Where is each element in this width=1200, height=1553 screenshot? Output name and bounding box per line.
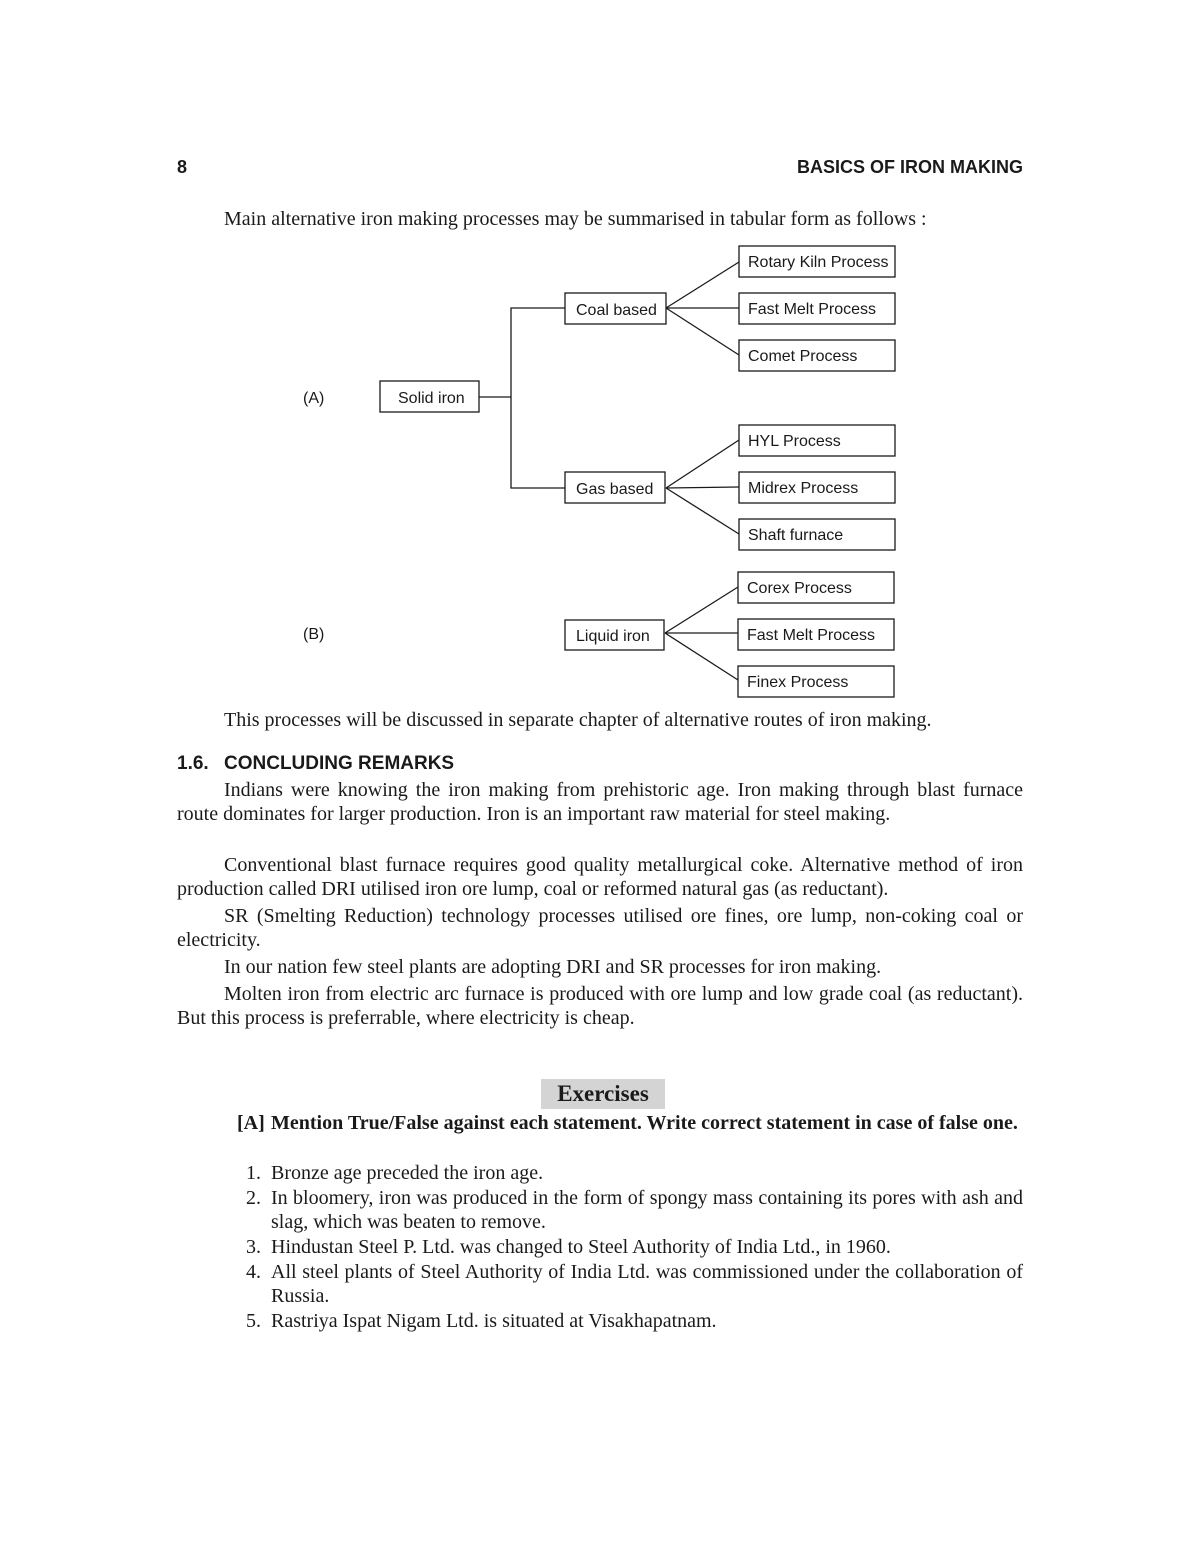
coal-based-box xyxy=(565,293,666,324)
connector-liquid-3 xyxy=(665,633,738,680)
exercise-item xyxy=(246,1161,1023,1185)
solid-iron-box xyxy=(380,381,479,412)
exercise-item xyxy=(246,1260,1023,1308)
group-a-marker: (A) xyxy=(303,390,325,407)
section-heading xyxy=(177,753,454,775)
section-number: 1.6. xyxy=(177,753,209,774)
exercise-item xyxy=(246,1235,1023,1259)
process-box xyxy=(739,246,895,277)
process-box xyxy=(738,619,894,650)
exercise-number: 5. xyxy=(246,1310,261,1332)
process-box xyxy=(739,425,895,456)
body-paragraph: Indians were knowing the iron making from prehistoric age. Iron making through blast furnace route dominates for larger production. Iron is an important raw material for steel making. xyxy=(177,779,1023,825)
process-box xyxy=(739,519,895,550)
exercise-text: Bronze age preceded the iron age. xyxy=(271,1162,544,1184)
exercise-text: In bloomery, iron was produced in the form of spongy mass containing its pores with ash and slag, which was beaten to remove. xyxy=(271,1187,1023,1233)
process-box xyxy=(739,340,895,371)
exercise-text: Hindustan Steel P. Ltd. was changed to Steel Authority of India Ltd., in 1960. xyxy=(271,1236,891,1258)
process-label: Fast Melt Process xyxy=(748,301,877,318)
intro-paragraph: Main alternative iron making processes may be summarised in tabular form as follows : xyxy=(224,208,927,230)
process-label: Corex Process xyxy=(747,580,852,597)
exercise-text: Rastriya Ispat Nigam Ltd. is situated at Visakhapatnam. xyxy=(271,1310,717,1332)
body-paragraph: Conventional blast furnace requires good quality metallurgical coke. Alternative method of iron production called DRI utilised iron ore lump, coal or reformed natural gas (as reductant). xyxy=(177,854,1023,900)
process-box xyxy=(738,666,894,697)
page-number: 8 xyxy=(177,157,188,177)
exercise-number: 1. xyxy=(246,1162,261,1184)
gas-based-box xyxy=(565,472,665,503)
connector-coal-3 xyxy=(666,308,739,355)
after-diagram-paragraph: This processes will be discussed in separate chapter of alternative routes of iron making. xyxy=(224,709,932,731)
exercise-number: 2. xyxy=(246,1187,261,1209)
connector-liquid-1 xyxy=(665,587,738,633)
body-paragraph: In our nation few steel plants are adopting DRI and SR processes for iron making. xyxy=(224,956,882,978)
exercises-title: Exercises xyxy=(541,1079,665,1109)
body-paragraph: Molten iron from electric arc furnace is produced with ore lump and low grade coal (as reductant). But this process is preferrable, where electricity is cheap. xyxy=(177,983,1023,1029)
body-paragraph: SR (Smelting Reduction) technology processes utilised ore fines, ore lump, non-coking coal or electricity. xyxy=(177,905,1023,951)
exercise-number: 3. xyxy=(246,1236,261,1258)
connector-gas-2 xyxy=(666,487,739,488)
process-box xyxy=(739,472,895,503)
exercise-instruction xyxy=(237,1111,1023,1135)
exercise-instruction-text: Mention True/False against each statement. Write correct statement in case of false one. xyxy=(271,1112,1018,1134)
process-box xyxy=(739,293,895,324)
solid-iron-label: Solid iron xyxy=(398,390,465,407)
connector-branch-a xyxy=(511,308,565,488)
exercise-instruction-tag: [A] xyxy=(237,1112,265,1134)
exercise-item xyxy=(246,1309,1023,1333)
section-title: CONCLUDING REMARKS xyxy=(224,753,455,774)
process-label: HYL Process xyxy=(748,433,841,450)
liquid-iron-label: Liquid iron xyxy=(576,628,650,645)
connector-gas-1 xyxy=(666,440,739,488)
exercise-text: All steel plants of Steel Authority of India Ltd. was commissioned under the collaboration of Russia. xyxy=(271,1261,1023,1307)
exercise-number: 4. xyxy=(246,1261,261,1283)
running-head: BASICS OF IRON MAKING xyxy=(796,157,1023,177)
connector-coal-1 xyxy=(666,262,739,308)
gas-based-label: Gas based xyxy=(576,481,654,498)
exercise-item xyxy=(246,1186,1023,1234)
liquid-iron-box xyxy=(565,620,664,650)
process-label: Fast Melt Process xyxy=(747,627,876,644)
coal-based-label: Coal based xyxy=(576,302,657,319)
process-box xyxy=(738,572,894,603)
process-label: Rotary Kiln Process xyxy=(748,254,889,271)
process-tree-diagram xyxy=(0,0,1200,710)
process-label: Finex Process xyxy=(747,674,849,691)
process-label: Midrex Process xyxy=(748,480,859,497)
process-label: Shaft furnace xyxy=(748,527,844,544)
process-label: Comet Process xyxy=(748,348,858,365)
connector-gas-3 xyxy=(666,488,739,534)
group-b-marker: (B) xyxy=(303,626,325,643)
